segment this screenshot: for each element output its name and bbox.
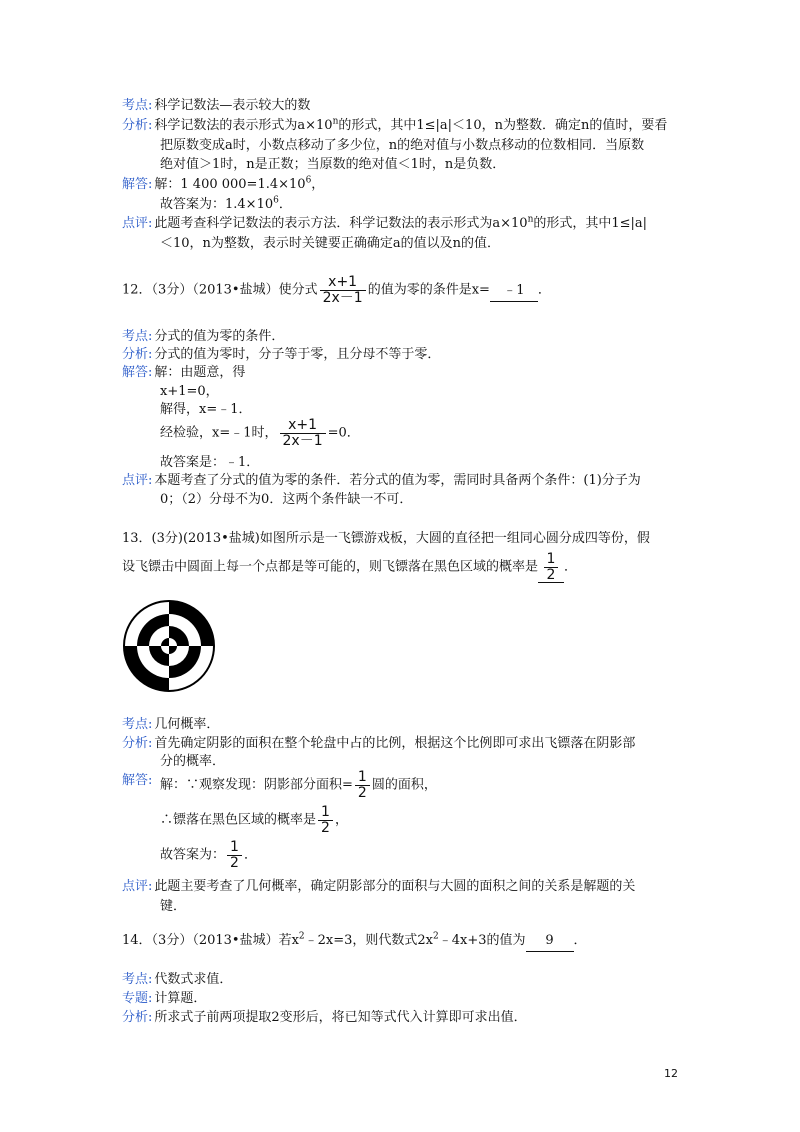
q12-jieda-line5: 故答案是：﹣1．: [160, 455, 260, 470]
fraction-denominator: 2: [546, 566, 556, 583]
q14-kaodian-line: [122, 971, 232, 990]
q13-dianping-text: 此题主要考查了几何概率，确定阴影部分的面积与大圆的面积之间的关系是解题的关: [154, 879, 636, 894]
answer-blank: [538, 552, 564, 583]
exponent: 2: [433, 931, 439, 942]
q13-fenxi-line2: 分的概率．: [160, 754, 226, 769]
q11-jieda-line2: [160, 196, 292, 215]
q14-stem: [122, 932, 587, 952]
q14-zhuanti-line: [122, 990, 206, 1009]
fraction-numerator: x+1: [280, 418, 326, 434]
exponent: 6: [273, 195, 279, 206]
q13-jieda-text: ．: [243, 847, 257, 863]
q12-jieda-line4: [160, 418, 360, 448]
jieda-label: 解答:: [122, 773, 153, 788]
q14-stem-text: ．: [573, 933, 587, 948]
q13-stem-line2: [122, 552, 577, 583]
q12-jieda-line2: x+1=0，: [160, 384, 219, 399]
q13-fenxi-text: 首先确定阴影的面积在整个轮盘中占的比例，根据这个比例即可求出飞镖落在阴影部: [154, 736, 636, 751]
answer-blank: ﹣1: [490, 282, 538, 302]
q13-jieda-text: 故答案为：: [160, 847, 226, 863]
fraction: [318, 805, 333, 835]
q14-zhuanti-text: 计算题．: [154, 991, 207, 1006]
q12-dianping-line2: 0；（2）分母不为0．这两个条件缺一不可．: [160, 492, 413, 507]
exponent: n: [332, 116, 339, 127]
jieda-label: 解答:: [122, 177, 153, 192]
q13-jieda-label-line: [122, 772, 154, 791]
dianping-label: 点评:: [122, 216, 153, 231]
q13-jieda-line1: [160, 770, 437, 800]
q14-kaodian-text: 代数式求值．: [154, 972, 233, 987]
q11-fenxi-line2: 把原数变成a时，小数点移动了多少位，n的绝对值与小数点移动的位数相同．当原数: [160, 138, 645, 153]
fraction-denominator: 2: [321, 819, 330, 836]
jieda-label: 解答:: [122, 365, 153, 380]
fenxi-label: 分析:: [122, 347, 153, 362]
q12-fenxi-text: 分式的值为零时，分子等于零，且分母不等于零．: [154, 347, 441, 362]
q13-jieda-text: 圆的面积，: [371, 777, 437, 793]
kaodian-label: 考点:: [122, 329, 153, 344]
dianping-label: 点评:: [122, 879, 153, 894]
q13-stem-text: ．: [564, 559, 578, 575]
q11-jieda-text: ，: [311, 177, 325, 192]
q11-fenxi-line1: [122, 117, 667, 136]
q12-jieda-text: =0．: [327, 425, 360, 441]
q13-stem-line1: 13．(3分)(2013•盐城)如图所示是一飞镖游戏板，大圆的直径把一组同心圆分成四等份，假: [122, 531, 650, 546]
q13-kaodian-line: [122, 716, 219, 735]
answer-blank: 9: [526, 932, 574, 952]
q14-stem-text: 14．（3分）（2013•盐城）若x: [122, 933, 299, 948]
dianping-label: 点评:: [122, 473, 153, 488]
fraction-numerator: 1: [355, 770, 370, 786]
q14-stem-text: ﹣4x+3的值为: [438, 933, 526, 948]
fenxi-label: 分析:: [122, 1010, 153, 1025]
fraction: [227, 840, 242, 870]
q12-jieda-text: 解：由题意，得: [154, 365, 246, 380]
fraction: [544, 552, 559, 582]
exponent: 6: [305, 175, 312, 186]
q11-dianping-line2: ＜10，n为整数，表示时关键要正确确定a的值以及n的值．: [160, 236, 501, 251]
q12-jieda-line3: 解得，x=﹣1．: [160, 402, 252, 417]
q11-jieda-line1: [122, 176, 324, 195]
fraction-denominator: 2x－1: [322, 289, 363, 306]
fraction-denominator: 2x－1: [282, 432, 323, 449]
q12-jieda-line1: [122, 364, 245, 383]
q11-fenxi-text: 的形式，其中1≤|a|＜10，n为整数．确定n的值时，要看: [338, 118, 668, 133]
fraction-numerator: x+1: [320, 275, 366, 291]
q12-stem-text: ．: [537, 282, 551, 298]
q11-kaodian-text: 科学记数法—表示较大的数: [154, 98, 311, 113]
q13-jieda-line2: [160, 805, 348, 835]
fraction-numerator: 1: [544, 552, 559, 568]
q12-stem-text: 的值为零的条件是x=: [367, 282, 490, 298]
q14-stem-text: ﹣2x=3，则代数式2x: [304, 933, 434, 948]
dartboard-figure: [119, 596, 219, 696]
page-number: 12: [664, 1067, 678, 1081]
q13-jieda-text: ∴镖落在黑色区域的概率是: [160, 812, 317, 828]
q11-dianping-text: 此题考查科学记数法的表示方法．科学记数法的表示形式为a×10: [154, 216, 528, 231]
exponent: n: [527, 214, 534, 225]
q11-answer-text: 故答案为：1.4×10: [160, 197, 274, 212]
exponent: 2: [298, 931, 305, 942]
fenxi-label: 分析:: [122, 736, 153, 751]
q14-fenxi-line: [122, 1009, 527, 1028]
q13-stem-text: 设飞镖击中圆面上每一个点都是等可能的，则飞镖落在黑色区域的概率是: [122, 559, 539, 575]
q13-jieda-line3: [160, 840, 257, 870]
q12-stem-text: 12．（3分）（2013•盐城）使分式: [122, 282, 318, 298]
q12-dianping-line1: [122, 472, 641, 491]
q11-dianping-line1: [122, 215, 647, 234]
q12-dianping-text: 本题考查了分式的值为零的条件．若分式的值为零，需同时具备两个条件：(1)分子为: [154, 473, 641, 488]
q12-kaodian-text: 分式的值为零的条件．: [154, 329, 285, 344]
q12-fenxi-line: [122, 346, 440, 365]
q11-kaodian-line: [122, 97, 310, 116]
q11-fenxi-line3: 绝对值＞1时，n是正数；当原数的绝对值＜1时，n是负数．: [160, 157, 506, 172]
fraction-denominator: 2: [230, 854, 239, 871]
q13-kaodian-text: 几何概率．: [154, 717, 220, 732]
q13-dianping-line2: 键．: [160, 899, 187, 914]
fraction-denominator: 2: [357, 784, 367, 801]
kaodian-label: 考点:: [122, 972, 153, 987]
q12-kaodian-line: [122, 328, 284, 347]
fraction-numerator: 1: [318, 805, 333, 821]
q11-answer-text: ．: [278, 197, 292, 212]
q12-jieda-text: 经检验，x=﹣1时，: [160, 425, 278, 441]
fraction: [280, 418, 326, 448]
q13-dianping-line1: [122, 878, 635, 897]
q13-jieda-text: 解：∵观察发现：阴影部分面积=: [160, 777, 353, 793]
q12-stem: [122, 275, 551, 305]
q13-jieda-text: ，: [334, 812, 348, 828]
kaodian-label: 考点:: [122, 717, 153, 732]
q11-dianping-text: 的形式，其中1≤|a|: [533, 216, 648, 231]
kaodian-label: 考点:: [122, 98, 153, 113]
zhuanti-label: 专题:: [122, 991, 153, 1006]
q14-fenxi-text: 所求式子前两项提取2变形后，将已知等式代入计算即可求出值．: [154, 1010, 527, 1025]
q11-fenxi-text: 科学记数法的表示形式为a×10: [154, 118, 333, 133]
q11-jieda-text: 解：1 400 000=1.4×10: [154, 177, 306, 192]
fraction-numerator: 1: [227, 840, 242, 856]
fraction: [320, 275, 366, 305]
fraction: [355, 770, 370, 800]
fenxi-label: 分析:: [122, 118, 153, 133]
q13-fenxi-line1: [122, 735, 635, 754]
